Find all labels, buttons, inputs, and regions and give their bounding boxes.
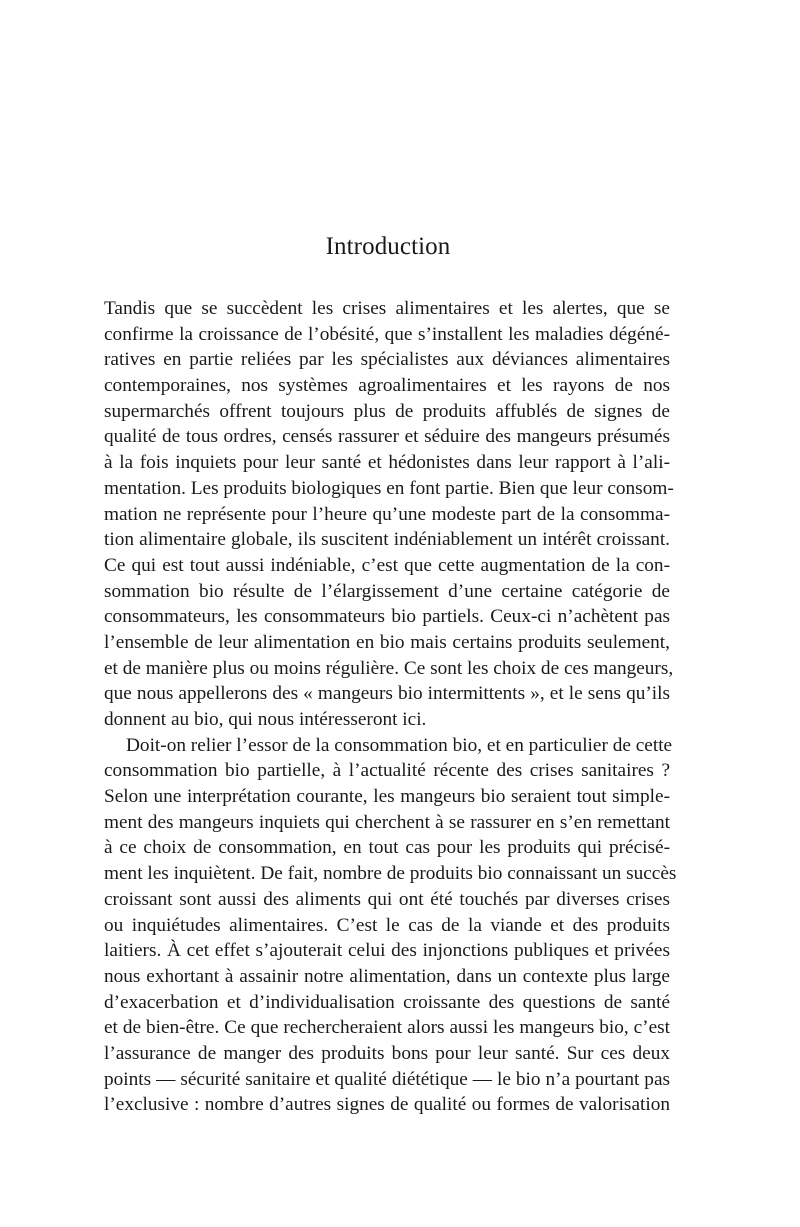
text-line: Ce qui est tout aussi indéniable, c’est que cette augmentation de la con- — [104, 554, 670, 576]
text-line: consommateurs, les consommateurs bio partiels. Ceux-ci n’achètent pas — [104, 606, 670, 628]
text-line: à ce choix de consommation, en tout cas pour les produits qui précisé- — [104, 837, 670, 859]
text-line: points — sécurité sanitaire et qualité diététique — le bio n’a pourtant pas — [104, 1068, 670, 1090]
chapter-title: Introduction — [325, 233, 451, 260]
text-line: Doit-on relier l’essor de la consommation bio, et en particulier de cette — [126, 734, 673, 756]
text-line: et de manière plus ou moins régulière. Ce sont les choix de ces mangeurs, — [104, 657, 674, 679]
text-line: tion alimentaire globale, ils suscitent indéniablement un intérêt croissant. — [104, 529, 670, 551]
paragraph — [104, 733, 677, 1118]
text-line: nous exhortant à assainir notre alimentation, dans un contexte plus large — [104, 965, 670, 987]
text-line: croissant sont aussi des aliments qui ont été touchés par diverses crises — [104, 888, 670, 910]
text-line: confirme la croissance de l’obésité, que s’installent les maladies dégéné- — [104, 323, 670, 345]
text-line: Selon une interprétation courante, les mangeurs bio seraient tout simple- — [104, 786, 670, 808]
text-line: donnent au bio, qui nous intéresseront ici. — [104, 709, 427, 730]
text-line: contemporaines, nos systèmes agroalimentaires et les rayons de nos — [104, 375, 670, 397]
text-line: et de bien-être. Ce que rechercheraient alors aussi les mangeurs bio, c’est — [104, 1017, 670, 1039]
text-line: que nous appellerons des « mangeurs bio intermittents », et le sens qu’ils — [104, 683, 670, 705]
text-line: consommation bio partielle, à l’actualité récente des crises sanitaires ? — [104, 760, 670, 782]
text-line: ment les inquiètent. De fait, nombre de produits bio connaissant un succès — [104, 863, 677, 885]
text-line: ment des mangeurs inquiets qui cherchent à se rassurer en s’en remettant — [104, 811, 670, 833]
text-line: sommation bio résulte de l’élargissement d’une certaine catégorie de — [104, 580, 670, 602]
text-line: laitiers. À cet effet s’ajouterait celui des injonctions publiques et privées — [104, 940, 670, 962]
text-line: mation ne représente pour l’heure qu’une modeste part de la consomma- — [104, 503, 670, 525]
text-line: qualité de tous ordres, censés rassurer et séduire des mangeurs présumés — [104, 426, 670, 448]
text-line: supermarchés offrent toujours plus de produits affublés de signes de — [104, 400, 670, 422]
text-line: l’ensemble de leur alimentation en bio mais certains produits seulement, — [104, 631, 670, 653]
paragraph — [104, 296, 674, 733]
text-line: l’exclusive : nombre d’autres signes de qualité ou formes de valorisation — [104, 1094, 670, 1116]
text-line: l’assurance de manger des produits bons pour leur santé. Sur ces deux — [104, 1042, 670, 1064]
text-line: ratives en partie reliées par les spécialistes aux déviances alimentaires — [104, 349, 670, 371]
text-line: mentation. Les produits biologiques en font partie. Bien que leur consom- — [104, 477, 674, 499]
body-text — [104, 296, 677, 1118]
text-line: d’exacerbation et d’individualisation croissante des questions de santé — [104, 991, 670, 1013]
text-line: à la fois inquiets pour leur santé et hédonistes dans leur rapport à l’ali- — [104, 452, 670, 474]
text-line: Tandis que se succèdent les crises alimentaires et les alertes, que se — [104, 298, 670, 319]
text-line: ou inquiétudes alimentaires. C’est le cas de la viande et des produits — [104, 914, 670, 936]
